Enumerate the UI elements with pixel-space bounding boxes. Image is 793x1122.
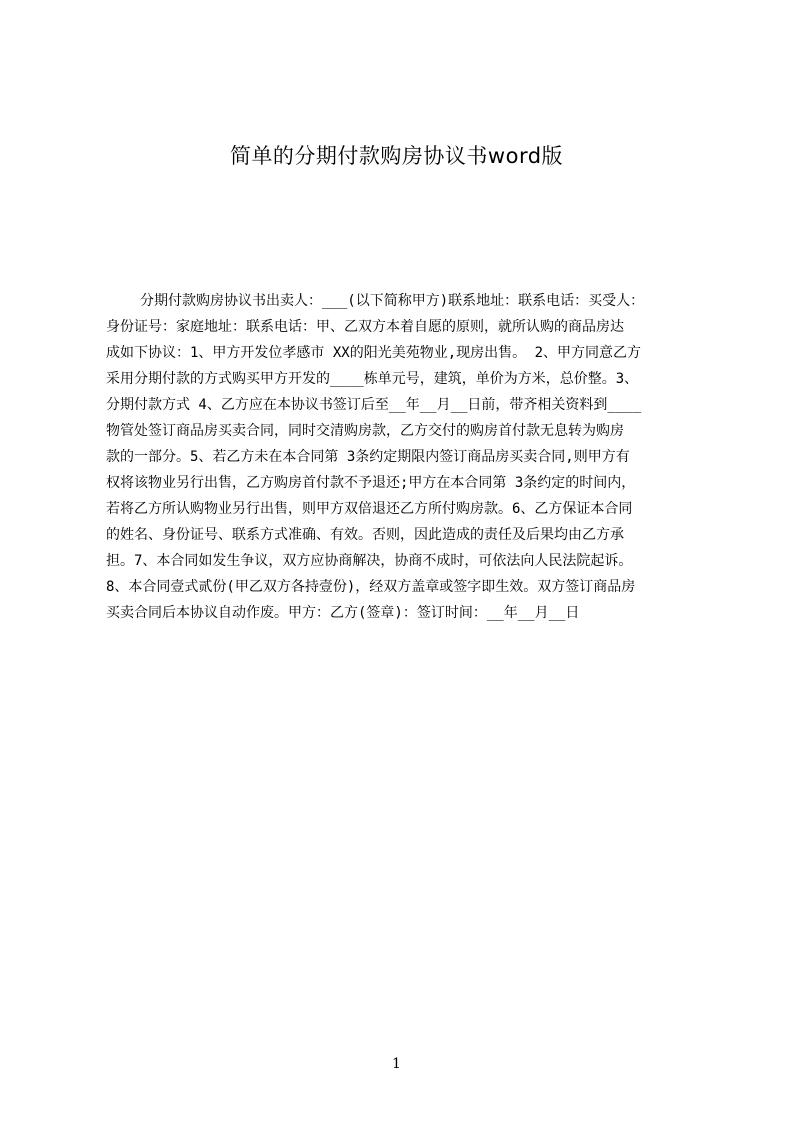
body-line: 款的一部分。5、若乙方未在本合同第 3条约定期限内签订商品房买卖合同,则甲方有 [106, 449, 630, 465]
body-line: 分期付款方式 4、乙方应在本协议书签订后至__年__月__日前，带齐相关资料到____ [106, 397, 642, 413]
page-number: 1 [392, 1056, 401, 1072]
body-line: 的姓名、身份证号、联系方式准确、有效。否则，因此造成的责任及后果均由乙方承 [106, 527, 624, 543]
body-line: 买卖合同后本协议自动作废。甲方：乙方(签章)：签订时间：__年__月__日 [106, 605, 580, 621]
body-line: 8、本合同壹式贰份(甲乙双方各持壹份)，经双方盖章或签字即生效。双方签订商品房 [106, 579, 636, 595]
body-line: 物管处签订商品房买卖合同，同时交清购房款，乙方交付的购房首付款无息转为购房 [106, 423, 624, 439]
document-title: 简单的分期付款购房协议书word版 [229, 144, 564, 168]
body-line: 成如下协议：1、甲方开发位孝感市 XX的阳光美苑物业,现房出售。 2、甲方同意乙方 [106, 345, 641, 361]
body-line: 采用分期付款的方式购买甲方开发的____栋单元号，建筑，单价为方米，总价整。3、 [106, 371, 639, 387]
body-line: 身份证号：家庭地址：联系电话：甲、乙双方本着自愿的原则，就所认购的商品房达 [106, 319, 624, 335]
document-body [106, 288, 696, 626]
body-line: 担。7、本合同如发生争议，双方应协商解决，协商不成时，可依法向人民法院起诉。 [106, 553, 633, 569]
body-line: 分期付款购房协议书出卖人：___(以下简称甲方)联系地址：联系电话：买受人： [140, 293, 645, 309]
body-line: 若将乙方所认购物业另行出售，则甲方双倍退还乙方所付购房款。6、乙方保证本合同 [106, 501, 633, 517]
body-line: 权将该物业另行出售，乙方购房首付款不予退还;甲方在本合同第 3条约定的时间内， [106, 475, 636, 491]
